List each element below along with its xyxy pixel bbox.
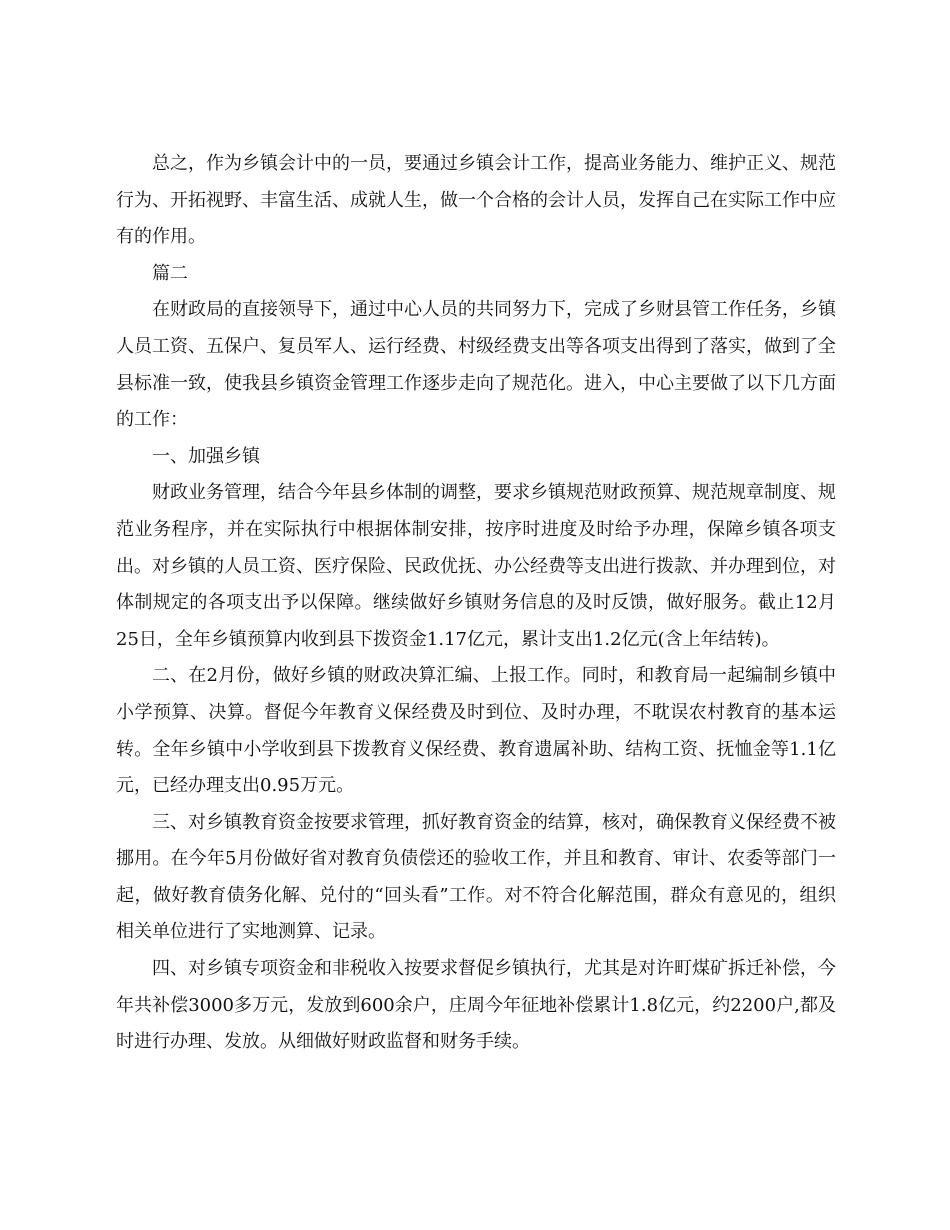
paragraph-item-three: 三、对乡镇教育资金按要求管理，抓好教育资金的结算，核对，确保教育义保经费不被挪用。在今年5月份做好省对教育负债偿还的验收工作，并且和教育、审计、农委等部门一起，做好教育债务化解、兑付的“回头看”工作。对不符合化解范围，群众有意见的，组织相关单位进行了实地测算、记录。 — [116, 811, 836, 943]
paragraph-item-four: 四、对乡镇专项资金和非税收入按要求督促乡镇执行，尤其是对许町煤矿拆迁补偿，今年共补偿3000多万元，发放到600余户，庄周今年征地补偿累计1.8亿元，约2200户,都及时进行办理、发放。从细做好财政监督和财务手续。 — [116, 958, 836, 1053]
paragraph-intro: 在财政局的直接领导下，通过中心人员的共同努力下，完成了乡财县管工作任务，乡镇人员工资、五保户、复员军人、运行经费、村级经费支出等各项支出得到了落实，做到了全县标准一致，使我县乡镇资金管理工作逐步走向了规范化。进入，中心主要做了以下几方面的工作： — [116, 299, 836, 431]
section-heading-part-two: 篇二 — [152, 262, 188, 284]
paragraph-item-one: 财政业务管理，结合今年县乡体制的调整，要求乡镇规范财政预算、规范规章制度、规范业务程序，并在实际执行中根据体制安排，按序时进度及时给予办理，保障乡镇各项支出。对乡镇的人员工资、医疗保险、民政优抚、办公经费等支出进行拨款、并办理到位，对体制规定的各项支出予以保障。继续做好乡镇财务信息的及时反馈，做好服务。截止12月25日，全年乡镇预算内收到县下拨资金1.17亿元，累计支出1.2亿元(含上年结转)。 — [116, 482, 836, 650]
item-heading-one: 一、加强乡镇 — [152, 445, 260, 467]
paragraph-item-two: 二、在2月份，做好乡镇的财政决算汇编、上报工作。同时，和教育局一起编制乡镇中小学预算、决算。督促今年教育义保经费及时到位、及时办理，不耽误农村教育的基本运转。全年乡镇中小学收到县下拨教育义保经费、教育遗属补助、结构工资、抚恤金等1.1亿元，已经办理支出0.95万元。 — [116, 665, 836, 797]
paragraph-conclusion: 总之，作为乡镇会计中的一员，要通过乡镇会计工作，提高业务能力、维护正义、规范行为、开拓视野、丰富生活、成就人生，做一个合格的会计人员，发挥自己在实际工作中应有的作用。 — [116, 153, 836, 248]
document-body — [116, 146, 836, 1061]
